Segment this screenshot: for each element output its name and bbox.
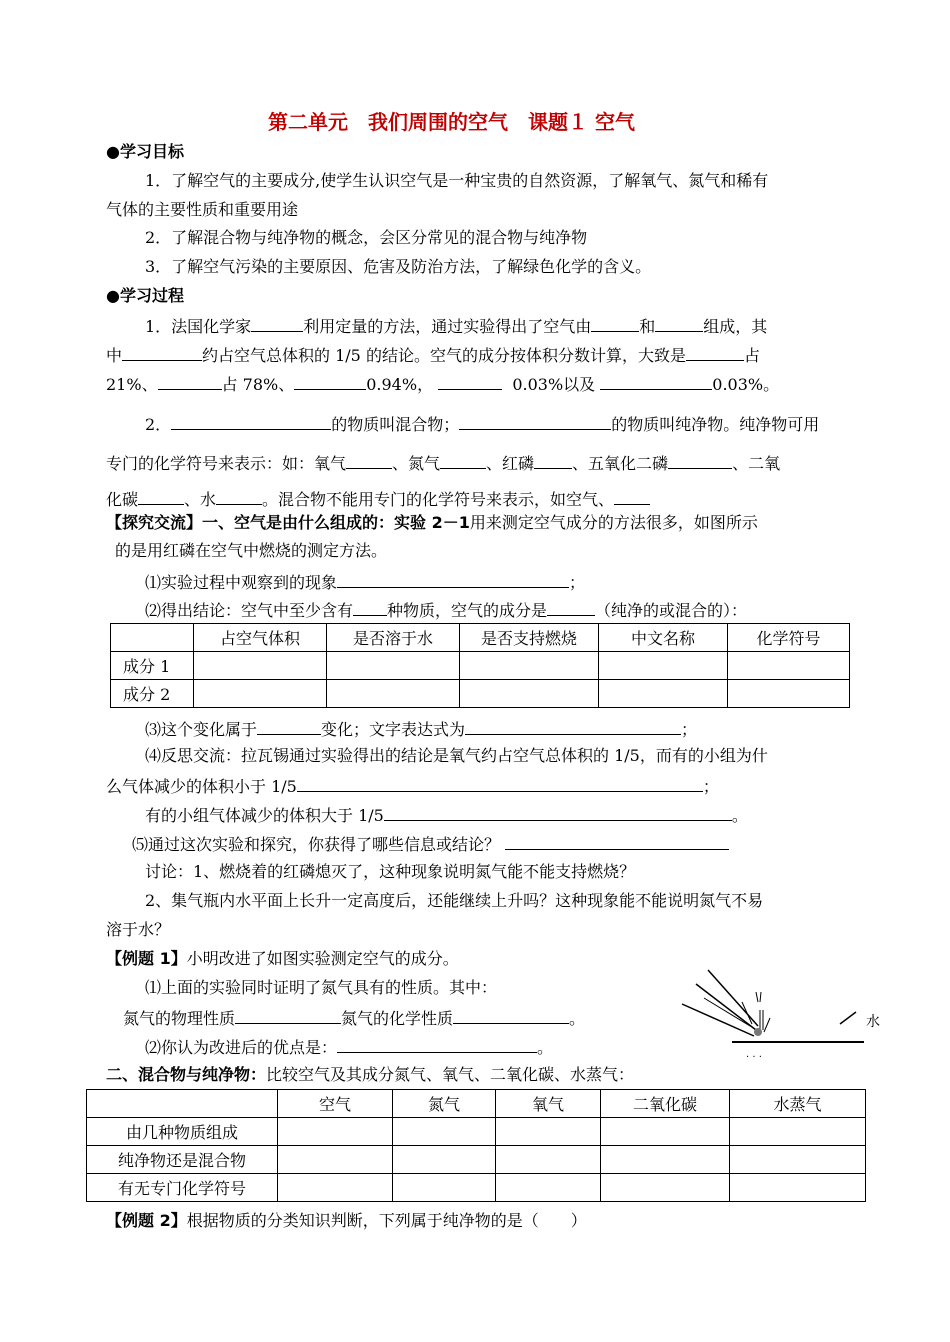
table-cell[interactable] xyxy=(728,680,850,708)
s1-end: ； xyxy=(569,573,586,592)
s4-end-2: ； xyxy=(702,777,719,796)
explore-heading: 【探究交流】一、空气是由什么组成的：实验 2－1 xyxy=(106,513,470,532)
goals-heading: ●学习目标 xyxy=(106,142,184,161)
sketch-line xyxy=(708,970,758,1026)
s3-line xyxy=(145,720,697,738)
blank-78-percent[interactable] xyxy=(158,375,222,390)
blank-less-reason[interactable] xyxy=(297,777,703,792)
table-cell[interactable] xyxy=(601,1146,730,1174)
q2-line-1 xyxy=(145,415,819,433)
example1-p1: ⑴上面的实验同时证明了氮气具有的性质。其中： xyxy=(145,978,498,997)
blank-003-percent-a[interactable] xyxy=(438,375,502,390)
blank-mixture-def[interactable] xyxy=(171,415,331,430)
discussion-1: 讨论：1、燃烧着的红磷熄灭了，这种现象说明氮气能不能支持燃烧？ xyxy=(145,862,636,881)
table-header-cell: 水蒸气 xyxy=(730,1090,866,1118)
table-row xyxy=(111,652,850,680)
row-label: 成分 2 xyxy=(111,680,194,708)
q1-line-3 xyxy=(106,375,779,393)
blank-p2o5-symbol[interactable] xyxy=(668,454,732,469)
q1-line-1 xyxy=(145,317,767,335)
goal-2: 2．了解混合物与纯净物的概念，会区分常见的混合物与纯净物 xyxy=(145,228,588,247)
s1-text: ⑴实验过程中观察到的现象 xyxy=(145,573,338,592)
s2-line xyxy=(145,601,747,619)
label-pointer-line xyxy=(840,1012,856,1024)
q2-text-3: 的物质叫纯净物。纯净物可用 xyxy=(611,415,820,434)
components-table xyxy=(110,623,850,708)
table-row xyxy=(87,1146,866,1174)
blank-component-2[interactable] xyxy=(655,317,703,332)
example2-line xyxy=(106,1213,587,1229)
table-cell[interactable] xyxy=(278,1146,393,1174)
table-cell[interactable] xyxy=(194,652,327,680)
goal-1-line-1: 1．了解空气的主要成分,使学生认识空气是一种宝贵的自然资源，了解氧气、氮气和稀有 xyxy=(145,171,769,190)
table-cell[interactable] xyxy=(730,1146,866,1174)
phosphorus-dot xyxy=(754,1028,762,1036)
q2-text-5: 、氮气 xyxy=(392,454,441,473)
q1-text-12: 0.03%。 xyxy=(712,375,780,394)
q1-text-7: 占 xyxy=(743,346,760,365)
table-cell[interactable] xyxy=(393,1118,496,1146)
table-header-cell: 氮气 xyxy=(393,1090,496,1118)
blank-mixture-example[interactable] xyxy=(614,490,650,505)
blank-water-symbol[interactable] xyxy=(216,490,262,505)
blank-conclusion[interactable] xyxy=(505,835,729,850)
s4-text-2: 么气体减少的体积小于 1/5 xyxy=(106,777,297,796)
table-cell[interactable] xyxy=(278,1174,393,1202)
s4-line-2 xyxy=(106,777,719,795)
example1-p2-text-1: 氮气的物理性质 xyxy=(123,1009,236,1028)
table-header-cell: 二氧化碳 xyxy=(601,1090,730,1118)
blank-advantage[interactable] xyxy=(337,1038,537,1053)
blank-substance-count[interactable] xyxy=(353,601,387,616)
table-header-cell xyxy=(111,624,194,652)
blank-094-percent[interactable] xyxy=(294,375,366,390)
blank-more-reason[interactable] xyxy=(384,806,732,821)
example1-p3-end: 。 xyxy=(537,1038,554,1057)
example1-p2-end: 。 xyxy=(569,1009,586,1028)
q1-text-2: 利用定量的方法，通过实验得出了空气由 xyxy=(303,317,592,336)
table-header-cell: 中文名称 xyxy=(599,624,728,652)
table-cell[interactable] xyxy=(327,680,460,708)
apparatus-figure xyxy=(650,968,880,1068)
table-header-cell: 占空气体积 xyxy=(194,624,327,652)
blank-word-equation[interactable] xyxy=(465,720,681,735)
q1-text-4: 组成，其 xyxy=(703,317,768,336)
explore-text: 用来测定空气成分的方法很多，如图所示 xyxy=(469,513,758,532)
example1-p3 xyxy=(145,1038,553,1056)
q2-line-2 xyxy=(106,454,780,472)
blank-component-1[interactable] xyxy=(591,317,639,332)
q2-line-3 xyxy=(106,490,650,508)
explore-line-1 xyxy=(106,515,758,531)
table-cell[interactable] xyxy=(599,680,728,708)
blank-phenomenon[interactable] xyxy=(337,573,569,588)
q2-text-2: 的物质叫混合物； xyxy=(331,415,460,434)
section2-line xyxy=(106,1067,634,1083)
table-cell[interactable] xyxy=(601,1174,730,1202)
blank-nitrogen-symbol[interactable] xyxy=(440,454,486,469)
q2-text-9: 化碳 xyxy=(106,490,139,509)
table-cell[interactable] xyxy=(460,652,599,680)
goal-1-line-2: 气体的主要性质和重要用途 xyxy=(106,200,299,219)
row-label: 有无专门化学符号 xyxy=(87,1174,278,1202)
s3-text-1: ⑶这个变化属于 xyxy=(145,720,258,739)
process-heading: ●学习过程 xyxy=(106,286,184,305)
blank-one-fifth[interactable] xyxy=(122,346,202,361)
table-header-cell: 化学符号 xyxy=(728,624,850,652)
s4-line-3 xyxy=(145,806,748,824)
q1-text-11: 0.03%以及 xyxy=(512,375,596,394)
s3-text-2: 变化；文字表达式为 xyxy=(321,720,466,739)
blank-pure-def[interactable] xyxy=(459,415,611,430)
s4-line-1: ⑷反思交流：拉瓦锡通过实验得出的结论是氧气约占空气总体积的 1/5，而有的小组为什 xyxy=(145,746,768,765)
blank-air-type[interactable] xyxy=(547,601,595,616)
blank-chemist[interactable] xyxy=(251,317,303,332)
comparison-table xyxy=(86,1089,866,1202)
table-cell[interactable] xyxy=(601,1118,730,1146)
s5-line xyxy=(132,835,729,853)
q1-text-9: 占 78%、 xyxy=(221,375,295,394)
example1-p2-text-2: 氮气的化学性质 xyxy=(341,1009,454,1028)
table-cell[interactable] xyxy=(728,652,850,680)
example1-text: 小明改进了如图实验测定空气的成分。 xyxy=(186,949,459,968)
blank-chemical-property[interactable] xyxy=(453,1009,569,1024)
example1-p2 xyxy=(123,1009,585,1027)
example1-heading: 【例题 1】 xyxy=(106,949,187,968)
table-header-row xyxy=(87,1090,866,1118)
s3-end: ； xyxy=(681,720,698,739)
q1-text-1: 1．法国化学家 xyxy=(145,317,252,336)
table-cell[interactable] xyxy=(599,652,728,680)
s2-text-2: 种物质，空气的成分是 xyxy=(387,601,548,620)
blank-physical-property[interactable] xyxy=(235,1009,341,1024)
table-cell[interactable] xyxy=(730,1174,866,1202)
q2-text-11: 。混合物不能用专门的化学符号来表示，如空气、 xyxy=(262,490,615,509)
blank-21-percent[interactable] xyxy=(686,346,744,361)
table-cell[interactable] xyxy=(496,1146,601,1174)
q1-text-6: 约占空气总体积的 1/5 的结论。空气的成分按体积分数计算，大致是 xyxy=(202,346,686,365)
sketch-line xyxy=(760,992,761,1002)
sketch-line xyxy=(764,1018,770,1032)
q2-text-6: 、红磷 xyxy=(486,454,535,473)
discussion-2: 2、集气瓶内水平面上长升一定高度后，还能继续上升吗？这种现象能不能说明氮气不易 xyxy=(145,891,764,910)
table-cell[interactable] xyxy=(496,1174,601,1202)
figure-water-label: 水 xyxy=(866,1014,880,1030)
table-row xyxy=(111,680,850,708)
blank-003-percent-b[interactable] xyxy=(600,375,712,390)
goal-3: 3．了解空气污染的主要原因、危害及防治方法，了解绿色化学的含义。 xyxy=(145,257,652,276)
table-cell[interactable] xyxy=(194,680,327,708)
q1-text-8: 21%、 xyxy=(106,375,158,394)
s1-line xyxy=(145,573,585,591)
q2-text-7: 、五氧化二磷 xyxy=(572,454,669,473)
q2-text-1: 2． xyxy=(145,415,172,434)
table-cell[interactable] xyxy=(393,1146,496,1174)
table-cell[interactable] xyxy=(460,680,599,708)
table-header-cell: 氧气 xyxy=(496,1090,601,1118)
row-label: 纯净物还是混合物 xyxy=(87,1146,278,1174)
blank-oxygen-symbol[interactable] xyxy=(346,454,392,469)
table-header-cell: 是否支持燃烧 xyxy=(460,624,599,652)
blank-phosphorus-symbol[interactable] xyxy=(534,454,572,469)
discussion-3: 溶于水？ xyxy=(106,920,171,939)
table-header-cell: 是否溶于水 xyxy=(327,624,460,652)
s2-text-1: ⑵得出结论：空气中至少含有 xyxy=(145,601,354,620)
s4-end-3: 。 xyxy=(731,806,748,825)
table-cell[interactable] xyxy=(278,1118,393,1146)
sketch-line xyxy=(756,992,758,1002)
row-label: 成分 1 xyxy=(111,652,194,680)
q1-text-3: 和 xyxy=(639,317,656,336)
row-label: 由几种物质组成 xyxy=(87,1118,278,1146)
page-title: 第二单元 我们周围的空气 课题１ 空气 xyxy=(268,110,635,134)
example2-heading: 【例题 2】 xyxy=(106,1211,187,1230)
example2-text: 根据物质的分类知识判断，下列属于纯净物的是（ ） xyxy=(186,1211,587,1230)
q2-text-10: 、水 xyxy=(184,490,217,509)
table-row xyxy=(87,1174,866,1202)
table-header-cell: 空气 xyxy=(278,1090,393,1118)
s2-text-3: （纯净的或混合的）： xyxy=(595,601,748,620)
section2-heading: 二、混合物与纯净物： xyxy=(106,1065,267,1084)
table-cell[interactable] xyxy=(327,652,460,680)
q2-text-8: 、二氧 xyxy=(732,454,781,473)
blank-change-type[interactable] xyxy=(257,720,321,735)
q1-text-5: 中 xyxy=(106,346,123,365)
example1-line xyxy=(106,951,459,967)
table-header-row xyxy=(111,624,850,652)
s4-text-3: 有的小组气体减少的体积大于 1/5 xyxy=(145,806,384,825)
table-cell[interactable] xyxy=(496,1118,601,1146)
explore-line-2: 的是用红磷在空气中燃烧的测定方法。 xyxy=(115,541,388,560)
blank-co2-symbol[interactable] xyxy=(138,490,184,505)
q1-text-10: 0.94%， xyxy=(366,375,434,394)
q1-line-2 xyxy=(106,346,760,364)
sketch-line xyxy=(704,998,750,1026)
water-dots: · · · xyxy=(746,1052,762,1063)
section2-text: 比较空气及其成分氮气、氧气、二氧化碳、水蒸气： xyxy=(266,1065,635,1084)
example1-p3-text: ⑵你认为改进后的优点是： xyxy=(145,1038,338,1057)
table-cell[interactable] xyxy=(393,1174,496,1202)
q2-text-4: 专门的化学符号来表示：如：氧气 xyxy=(106,454,347,473)
table-row xyxy=(87,1118,866,1146)
s5-text: ⑸通过这次实验和探究，你获得了哪些信息或结论？ xyxy=(132,835,501,854)
table-cell[interactable] xyxy=(730,1118,866,1146)
table-header-cell xyxy=(87,1090,278,1118)
